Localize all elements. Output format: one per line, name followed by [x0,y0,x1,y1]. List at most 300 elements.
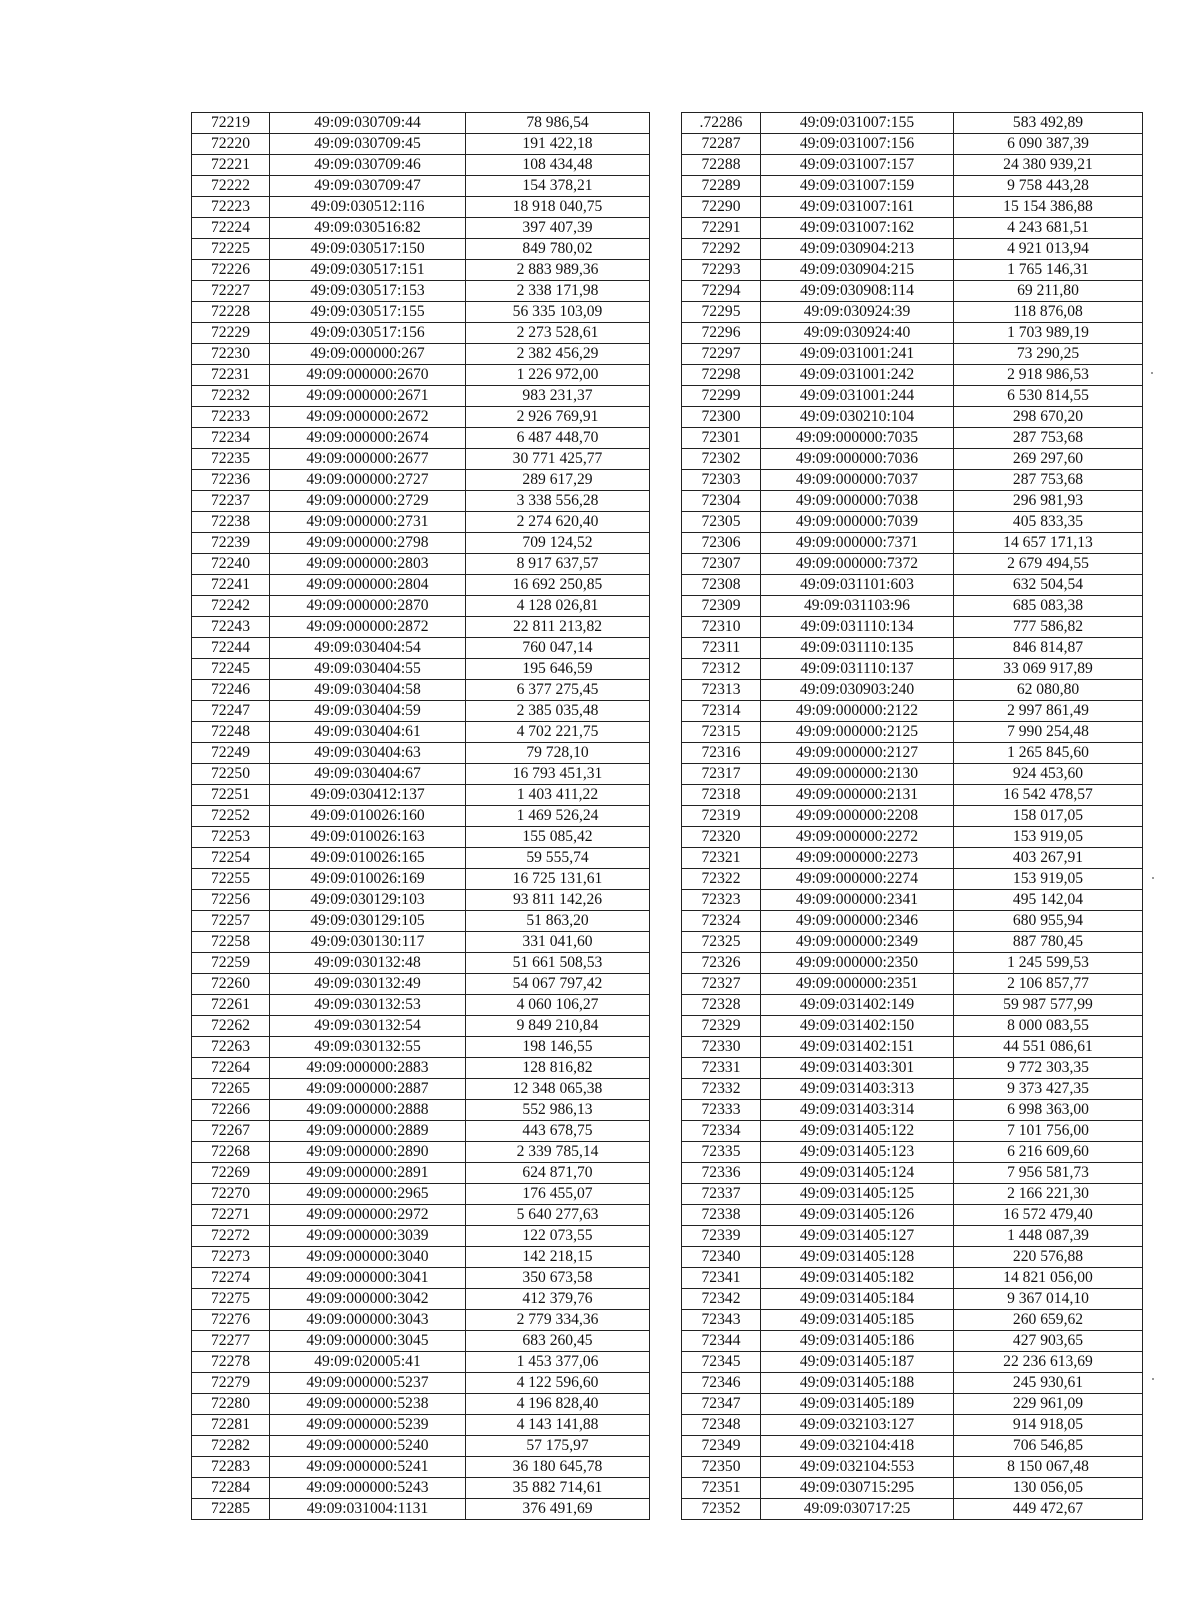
cadastral-number-cell: 49:09:000000:5241 [270,1457,466,1478]
table-row [682,113,1143,134]
table-row [682,239,1143,260]
row-number-cell: 72266 [192,1100,270,1121]
value-cell: 12 348 065,38 [466,1079,650,1100]
row-number-cell: 72243 [192,617,270,638]
row-number-cell: 72251 [192,785,270,806]
table-row [682,1100,1143,1121]
table-row [192,113,650,134]
cadastral-number-cell: 49:09:031110:135 [761,638,954,659]
row-number-cell: 72299 [682,386,761,407]
value-cell: 552 986,13 [466,1100,650,1121]
table-row [192,491,650,512]
cadastral-number-cell: 49:09:031007:157 [761,155,954,176]
table-row [192,155,650,176]
cadastral-number-cell: 49:09:000000:2122 [761,701,954,722]
value-cell: 62 080,80 [954,680,1143,701]
table-row [682,722,1143,743]
table-row [682,953,1143,974]
row-number-cell: 72310 [682,617,761,638]
row-number-cell: 72301 [682,428,761,449]
cadastral-number-cell: 49:09:000000:2798 [270,533,466,554]
table-row [682,1142,1143,1163]
table-row [192,638,650,659]
table-row [192,596,650,617]
cadastral-number-cell: 49:09:031405:124 [761,1163,954,1184]
table-row [682,554,1143,575]
table-row [192,848,650,869]
table-row [682,995,1143,1016]
value-cell: 51 661 508,53 [466,953,650,974]
table-row [682,743,1143,764]
row-number-cell: 72269 [192,1163,270,1184]
cadastral-number-cell: 49:09:000000:3041 [270,1268,466,1289]
row-number-cell: 72309 [682,596,761,617]
row-number-cell: 72242 [192,596,270,617]
right-table [681,112,1143,1520]
value-cell: 2 385 035,48 [466,701,650,722]
value-cell: 287 753,68 [954,470,1143,491]
cadastral-number-cell: 49:09:030132:53 [270,995,466,1016]
row-number-cell: 72254 [192,848,270,869]
cadastral-number-cell: 49:09:000000:2965 [270,1184,466,1205]
cadastral-number-cell: 49:09:000000:2674 [270,428,466,449]
value-cell: 777 586,82 [954,617,1143,638]
table-row [682,1205,1143,1226]
cadastral-number-cell: 49:09:000000:5243 [270,1478,466,1499]
value-cell: 57 175,97 [466,1436,650,1457]
value-cell: 4 243 681,51 [954,218,1143,239]
cadastral-number-cell: 49:09:000000:2130 [761,764,954,785]
table-row [192,323,650,344]
value-cell: 220 576,88 [954,1247,1143,1268]
cadastral-number-cell: 49:09:031405:125 [761,1184,954,1205]
value-cell: 9 373 427,35 [954,1079,1143,1100]
row-number-cell: 72235 [192,449,270,470]
row-number-cell: 72281 [192,1415,270,1436]
cadastral-number-cell: 49:09:031405:128 [761,1247,954,1268]
value-cell: 1 226 972,00 [466,365,650,386]
table-row [682,890,1143,911]
table-row [192,1352,650,1373]
value-cell: 22 811 213,82 [466,617,650,638]
row-number-cell: 72245 [192,659,270,680]
value-cell: 376 491,69 [466,1499,650,1520]
table-row [682,1247,1143,1268]
cadastral-number-cell: 49:09:030709:45 [270,134,466,155]
value-cell: 397 407,39 [466,218,650,239]
table-row [682,1079,1143,1100]
row-number-cell: 72308 [682,575,761,596]
value-cell: 5 640 277,63 [466,1205,650,1226]
row-number-cell: 72270 [192,1184,270,1205]
row-number-cell: 72265 [192,1079,270,1100]
cadastral-number-cell: 49:09:000000:5239 [270,1415,466,1436]
row-number-cell: 72232 [192,386,270,407]
value-cell: 122 073,55 [466,1226,650,1247]
table-row [192,932,650,953]
table-row [192,344,650,365]
table-row [682,1184,1143,1205]
table-row [192,701,650,722]
cadastral-number-cell: 49:09:030517:155 [270,302,466,323]
value-cell: 296 981,93 [954,491,1143,512]
value-cell: 142 218,15 [466,1247,650,1268]
cadastral-number-cell: 49:09:000000:2670 [270,365,466,386]
row-number-cell: 72319 [682,806,761,827]
cadastral-number-cell: 49:09:030129:105 [270,911,466,932]
table-row [192,1100,650,1121]
cadastral-number-cell: 49:09:030715:295 [761,1478,954,1499]
value-cell: 128 816,82 [466,1058,650,1079]
value-cell: 2 166 221,30 [954,1184,1143,1205]
cadastral-number-cell: 49:09:031405:187 [761,1352,954,1373]
table-row [682,680,1143,701]
row-number-cell: 72230 [192,344,270,365]
table-row [192,302,650,323]
table-row [682,155,1143,176]
cadastral-number-cell: 49:09:000000:3042 [270,1289,466,1310]
value-cell: 24 380 939,21 [954,155,1143,176]
value-cell: 6 377 275,45 [466,680,650,701]
cadastral-number-cell: 49:09:000000:2350 [761,953,954,974]
value-cell: 153 919,05 [954,827,1143,848]
value-cell: 79 728,10 [466,743,650,764]
table-row [682,1352,1143,1373]
value-cell: 4 060 106,27 [466,995,650,1016]
cadastral-number-cell: 49:09:000000:2677 [270,449,466,470]
cadastral-number-cell: 49:09:030512:116 [270,197,466,218]
value-cell: 198 146,55 [466,1037,650,1058]
value-cell: 9 367 014,10 [954,1289,1143,1310]
table-row [682,1499,1143,1520]
value-cell: 846 814,87 [954,638,1143,659]
table-row [192,785,650,806]
cadastral-number-cell: 49:09:000000:2208 [761,806,954,827]
cadastral-number-cell: 49:09:031001:241 [761,344,954,365]
value-cell: 9 772 303,35 [954,1058,1143,1079]
cadastral-number-cell: 49:09:031007:155 [761,113,954,134]
row-number-cell: 72348 [682,1415,761,1436]
table-row [682,659,1143,680]
cadastral-number-cell: 49:09:031405:188 [761,1373,954,1394]
value-cell: 2 918 986,53 [954,365,1143,386]
table-row [192,827,650,848]
table-row [192,1226,650,1247]
cadastral-number-cell: 49:09:000000:2272 [761,827,954,848]
row-number-cell: 72275 [192,1289,270,1310]
value-cell: 709 124,52 [466,533,650,554]
table-row [682,407,1143,428]
table-row [682,365,1143,386]
value-cell: 887 780,45 [954,932,1143,953]
table-row [192,407,650,428]
cadastral-number-cell: 49:09:030517:150 [270,239,466,260]
cadastral-number-cell: 49:09:031101:603 [761,575,954,596]
row-number-cell: 72298 [682,365,761,386]
value-cell: 195 646,59 [466,659,650,680]
value-cell: 1 245 599,53 [954,953,1143,974]
table-row [192,1184,650,1205]
value-cell: 4 702 221,75 [466,722,650,743]
cadastral-number-cell: 49:09:030130:117 [270,932,466,953]
row-number-cell: 72221 [192,155,270,176]
row-number-cell: 72220 [192,134,270,155]
table-row [192,428,650,449]
value-cell: 14 657 171,13 [954,533,1143,554]
value-cell: 403 267,91 [954,848,1143,869]
row-number-cell: 72256 [192,890,270,911]
row-number-cell: 72290 [682,197,761,218]
row-number-cell: 72285 [192,1499,270,1520]
row-number-cell: 72324 [682,911,761,932]
table-row [682,512,1143,533]
table-row [682,1268,1143,1289]
row-number-cell: 72340 [682,1247,761,1268]
row-number-cell: 72346 [682,1373,761,1394]
row-number-cell: 72238 [192,512,270,533]
row-number-cell: 72315 [682,722,761,743]
table-row [192,281,650,302]
table-row [192,1037,650,1058]
cadastral-number-cell: 49:09:031405:123 [761,1142,954,1163]
value-cell: 33 069 917,89 [954,659,1143,680]
cadastral-number-cell: 49:09:031007:161 [761,197,954,218]
cadastral-number-cell: 49:09:030129:103 [270,890,466,911]
table-row [192,890,650,911]
table-row [682,323,1143,344]
cadastral-number-cell: 49:09:031405:126 [761,1205,954,1226]
table-row [682,785,1143,806]
row-number-cell: .72286 [682,113,761,134]
value-cell: 269 297,60 [954,449,1143,470]
cadastral-number-cell: 49:09:000000:2890 [270,1142,466,1163]
value-cell: 2 338 171,98 [466,281,650,302]
table-row [192,239,650,260]
row-number-cell: 72314 [682,701,761,722]
value-cell: 191 422,18 [466,134,650,155]
cadastral-number-cell: 49:09:030517:153 [270,281,466,302]
row-number-cell: 72295 [682,302,761,323]
cadastral-number-cell: 49:09:000000:3040 [270,1247,466,1268]
cadastral-number-cell: 49:09:000000:2349 [761,932,954,953]
row-number-cell: 72328 [682,995,761,1016]
row-number-cell: 72264 [192,1058,270,1079]
table-row [682,1226,1143,1247]
value-cell: 7 990 254,48 [954,722,1143,743]
row-number-cell: 72227 [192,281,270,302]
row-number-cell: 72244 [192,638,270,659]
table-row [682,281,1143,302]
scan-speck [1151,372,1153,374]
row-number-cell: 72333 [682,1100,761,1121]
row-number-cell: 72293 [682,260,761,281]
value-cell: 22 236 613,69 [954,1352,1143,1373]
value-cell: 155 085,42 [466,827,650,848]
value-cell: 6 998 363,00 [954,1100,1143,1121]
row-number-cell: 72237 [192,491,270,512]
table-row [192,680,650,701]
cadastral-number-cell: 49:09:000000:7036 [761,449,954,470]
table-row [192,1121,650,1142]
value-cell: 983 231,37 [466,386,650,407]
cadastral-number-cell: 49:09:000000:2351 [761,974,954,995]
table-row [192,1205,650,1226]
row-number-cell: 72331 [682,1058,761,1079]
table-row [192,1268,650,1289]
cadastral-number-cell: 49:09:000000:3045 [270,1331,466,1352]
value-cell: 4 921 013,94 [954,239,1143,260]
value-cell: 44 551 086,61 [954,1037,1143,1058]
table-row [192,512,650,533]
cadastral-number-cell: 49:09:000000:7035 [761,428,954,449]
table-row [192,722,650,743]
table-row [682,1478,1143,1499]
table-row [192,1331,650,1352]
cadastral-number-cell: 49:09:030404:54 [270,638,466,659]
row-number-cell: 72282 [192,1436,270,1457]
value-cell: 8 000 083,55 [954,1016,1143,1037]
cadastral-number-cell: 49:09:000000:2803 [270,554,466,575]
cadastral-number-cell: 49:09:000000:2125 [761,722,954,743]
value-cell: 16 725 131,61 [466,869,650,890]
value-cell: 1 403 411,22 [466,785,650,806]
cadastral-number-cell: 49:09:000000:2273 [761,848,954,869]
cadastral-number-cell: 49:09:000000:2870 [270,596,466,617]
cadastral-number-cell: 49:09:000000:2872 [270,617,466,638]
cadastral-number-cell: 49:09:000000:5237 [270,1373,466,1394]
table-row [192,1016,650,1037]
row-number-cell: 72323 [682,890,761,911]
row-number-cell: 72345 [682,1352,761,1373]
row-number-cell: 72250 [192,764,270,785]
cadastral-number-cell: 49:09:030210:104 [761,407,954,428]
value-cell: 1 469 526,24 [466,806,650,827]
cadastral-number-cell: 49:09:030132:54 [270,1016,466,1037]
row-number-cell: 72322 [682,869,761,890]
table-row [682,1436,1143,1457]
cadastral-number-cell: 49:09:010026:163 [270,827,466,848]
table-row [192,953,650,974]
table-row [682,1163,1143,1184]
cadastral-number-cell: 49:09:030132:48 [270,953,466,974]
value-cell: 130 056,05 [954,1478,1143,1499]
value-cell: 59 555,74 [466,848,650,869]
value-cell: 2 883 989,36 [466,260,650,281]
cadastral-number-cell: 49:09:030517:151 [270,260,466,281]
cadastral-number-cell: 49:09:000000:2274 [761,869,954,890]
table-row [192,1415,650,1436]
value-cell: 443 678,75 [466,1121,650,1142]
cadastral-number-cell: 49:09:031403:314 [761,1100,954,1121]
row-number-cell: 72262 [192,1016,270,1037]
cadastral-number-cell: 49:09:010026:169 [270,869,466,890]
cadastral-number-cell: 49:09:031007:159 [761,176,954,197]
table-row [192,554,650,575]
cadastral-number-cell: 49:09:031405:182 [761,1268,954,1289]
row-number-cell: 72344 [682,1331,761,1352]
value-cell: 685 083,38 [954,596,1143,617]
cadastral-number-cell: 49:09:031110:134 [761,617,954,638]
row-number-cell: 72288 [682,155,761,176]
value-cell: 7 956 581,73 [954,1163,1143,1184]
cadastral-number-cell: 49:09:000000:2729 [270,491,466,512]
row-number-cell: 72249 [192,743,270,764]
row-number-cell: 72339 [682,1226,761,1247]
value-cell: 914 918,05 [954,1415,1143,1436]
row-number-cell: 72317 [682,764,761,785]
value-cell: 849 780,02 [466,239,650,260]
row-number-cell: 72273 [192,1247,270,1268]
row-number-cell: 72336 [682,1163,761,1184]
value-cell: 118 876,08 [954,302,1143,323]
table-row [682,1373,1143,1394]
value-cell: 9 758 443,28 [954,176,1143,197]
cadastral-number-cell: 49:09:000000:267 [270,344,466,365]
value-cell: 153 919,05 [954,869,1143,890]
value-cell: 6 487 448,70 [466,428,650,449]
row-number-cell: 72351 [682,1478,761,1499]
cadastral-number-cell: 49:09:000000:2889 [270,1121,466,1142]
table-row [192,1394,650,1415]
value-cell: 2 926 769,91 [466,407,650,428]
row-number-cell: 72304 [682,491,761,512]
cadastral-number-cell: 49:09:000000:2672 [270,407,466,428]
table-row [192,659,650,680]
value-cell: 14 821 056,00 [954,1268,1143,1289]
value-cell: 36 180 645,78 [466,1457,650,1478]
row-number-cell: 72226 [192,260,270,281]
row-number-cell: 72327 [682,974,761,995]
cadastral-number-cell: 49:09:010026:165 [270,848,466,869]
value-cell: 6 530 814,55 [954,386,1143,407]
value-cell: 4 128 026,81 [466,596,650,617]
cadastral-number-cell: 49:09:031403:313 [761,1079,954,1100]
table-row [682,1016,1143,1037]
value-cell: 93 811 142,26 [466,890,650,911]
value-cell: 2 679 494,55 [954,554,1143,575]
row-number-cell: 72292 [682,239,761,260]
row-number-cell: 72255 [192,869,270,890]
table-row [682,1058,1143,1079]
value-cell: 73 290,25 [954,344,1143,365]
cadastral-number-cell: 49:09:031405:127 [761,1226,954,1247]
value-cell: 412 379,76 [466,1289,650,1310]
cadastral-number-cell: 49:09:030412:137 [270,785,466,806]
cadastral-number-cell: 49:09:000000:7039 [761,512,954,533]
table-row [192,806,650,827]
row-number-cell: 72289 [682,176,761,197]
value-cell: 56 335 103,09 [466,302,650,323]
row-number-cell: 72350 [682,1457,761,1478]
table-row [192,575,650,596]
value-cell: 680 955,94 [954,911,1143,932]
value-cell: 78 986,54 [466,113,650,134]
row-number-cell: 72284 [192,1478,270,1499]
cadastral-number-cell: 49:09:032103:127 [761,1415,954,1436]
table-row [192,470,650,491]
row-number-cell: 72253 [192,827,270,848]
cadastral-number-cell: 49:09:031007:162 [761,218,954,239]
cadastral-number-cell: 49:09:031110:137 [761,659,954,680]
row-number-cell: 72352 [682,1499,761,1520]
cadastral-number-cell: 49:09:031403:301 [761,1058,954,1079]
value-cell: 69 211,80 [954,281,1143,302]
row-number-cell: 72335 [682,1142,761,1163]
table-row [192,1142,650,1163]
cadastral-number-cell: 49:09:031405:122 [761,1121,954,1142]
table-row [192,1079,650,1100]
value-cell: 30 771 425,77 [466,449,650,470]
